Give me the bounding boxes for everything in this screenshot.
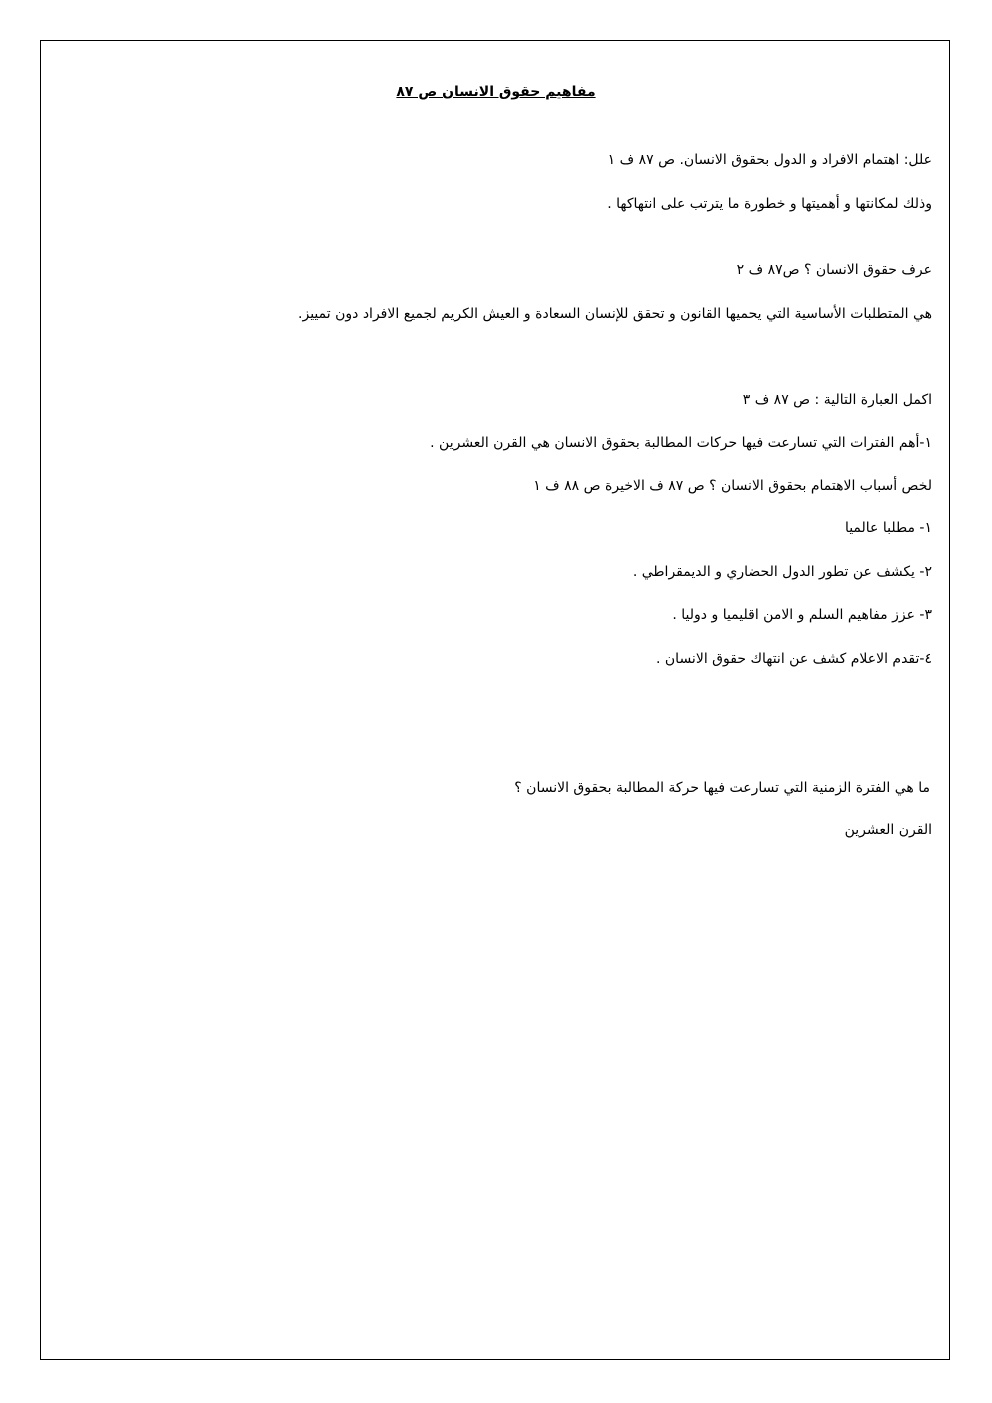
page-title-text: مفاهيم حقوق الانسان ص ٨٧ — [396, 84, 596, 100]
question-complete-line: اكمل العبارة التالية : ص ٨٧ ف ٣ — [742, 392, 932, 408]
page-border — [40, 40, 950, 1360]
list-item: ٣- عزز مفاهيم السلم و الامن اقليميا و دوليا . — [672, 607, 932, 623]
answer-reason-line: وذلك لمكانتها و أهميتها و خطورة ما يترتب على انتهاكها . — [607, 196, 932, 212]
page-title — [0, 82, 992, 102]
question-summarize-line: لخص أسباب الاهتمام بحقوق الانسان ؟ ص ٨٧ ف الاخيرة ص ٨٨ ف ١ — [533, 478, 932, 494]
list-item: ١- مطلبا عالميا — [844, 520, 932, 536]
question-reason-line: علل: اهتمام الافراد و الدول بحقوق الانسان. ص ٨٧ ف ١ — [607, 152, 932, 168]
question-period-line: ما هي الفترة الزمنية التي تسارعت فيها حركة المطالبة بحقوق الانسان ؟ — [514, 780, 930, 796]
answer-period-line: القرن العشرين — [844, 822, 932, 838]
answer-define-line: هي المتطلبات الأساسية التي يحميها القانون و تحقق للإنسان السعادة و العيش الكريم لجميع الافراد دون تمييز. — [298, 306, 932, 322]
question-define-line: عرف حقوق الانسان ؟ ص٨٧ ف ٢ — [736, 262, 932, 278]
list-item: ٢- يكشف عن تطور الدول الحضاري و الديمقراطي . — [632, 564, 932, 580]
list-item: ٤-تقدم الاعلام كشف عن انتهاك حقوق الانسان . — [656, 651, 932, 667]
answer-complete-line: ١-أهم الفترات التي تسارعت فيها حركات المطالبة بحقوق الانسان هي القرن العشرين . — [430, 435, 932, 451]
